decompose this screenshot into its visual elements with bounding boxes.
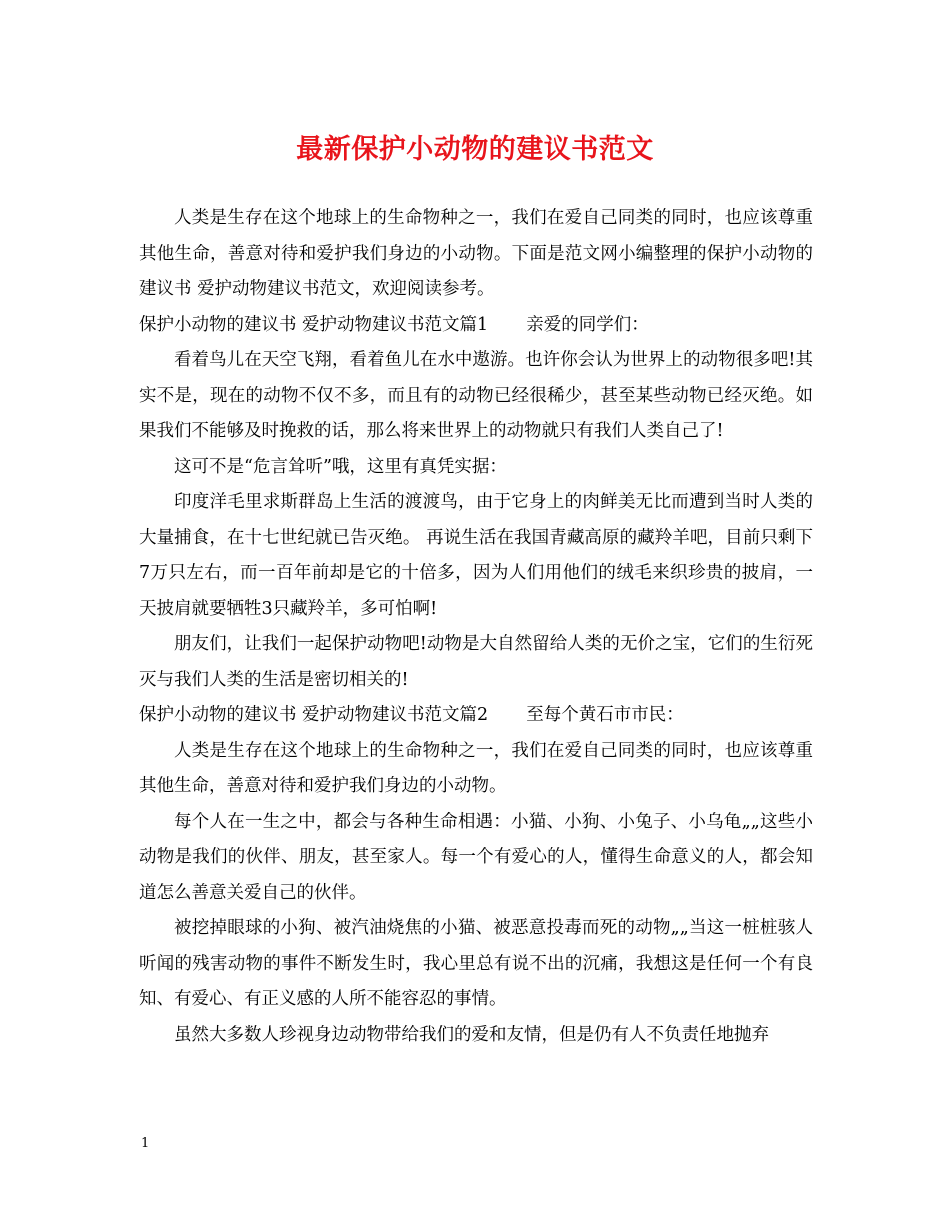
body-paragraph: 印度洋毛里求斯群岛上生活的渡渡鸟，由于它身上的肉鲜美无比而遭到当时人类的大量捕食，在十七世纪就已告灭绝。 再说生活在我国青藏高原的藏羚羊吧，目前只剩下7万只左右，而一百年前却是它的十倍多，因为人们用他们的绒毛来织珍贵的披肩，一天披肩就要牺牲3只藏羚羊，多可怕啊! [139, 492, 813, 619]
body-paragraph: 被挖掉眼球的小狗、被汽油烧焦的小猫、被恶意投毒而死的动物„„当这一桩桩骇人听闻的残害动物的事件不断发生时，我心里总有说不出的沉痛，我想这是任何一个有良知、有爱心、有正义感的人所不能容忍的事情。 [139, 918, 813, 1009]
intro-paragraph: 人类是生存在这个地球上的生命物种之一，我们在爱自己同类的同时，也应该尊重其他生命，善意对待和爱护我们身边的小动物。下面是范文网小编整理的保护小动物的建议书 爱护动物建议书范文，欢迎阅读参考。 [139, 208, 813, 299]
section-heading-text: 保护小动物的建议书 爱护动物建议书范文篇1 [139, 314, 489, 335]
body-paragraph: 这可不是“危言耸听”哦，这里有真凭实据： [174, 456, 507, 477]
body-paragraph: 看着鸟儿在天空飞翔，看着鱼儿在水中遨游。也许你会认为世界上的动物很多吧!其实不是，现在的动物不仅不多，而且有的动物已经很稀少，甚至某些动物已经灭绝。如果我们不能够及时挽救的话，那么将来世界上的动物就只有我们人类自己了! [139, 350, 813, 441]
body-paragraph: 人类是生存在这个地球上的生命物种之一，我们在爱自己同类的同时，也应该尊重其他生命，善意对待和爱护我们身边的小动物。 [139, 740, 813, 796]
section-heading-1 [139, 308, 813, 344]
document-body [139, 201, 813, 1053]
page-number: 1 [141, 1136, 150, 1151]
body-paragraph: 虽然大多数人珍视身边动物带给我们的爱和友情，但是仍有人不负责任地抛弃 [174, 1024, 769, 1045]
section-heading-text: 保护小动物的建议书 爱护动物建议书范文篇2 [139, 705, 489, 725]
section-heading-2 [139, 698, 813, 734]
body-paragraph: 朋友们，让我们一起保护动物吧!动物是大自然留给人类的无价之宝，它们的生衍死灭与我们人类的生活是密切相关的! [139, 634, 813, 690]
salutation: 亲爱的同学们： [526, 314, 649, 335]
document-title: 最新保护小动物的建议书范文 [296, 134, 654, 165]
salutation: 至每个黄石市市民： [526, 705, 684, 725]
body-paragraph: 每个人在一生之中，都会与各种生命相遇：小猫、小狗、小兔子、小乌龟„„这些小动物是我们的伙伴、朋友，甚至家人。每一个有爱心的人，懂得生命意义的人，都会知道怎么善意关爱自己的伙伴。 [139, 811, 813, 903]
